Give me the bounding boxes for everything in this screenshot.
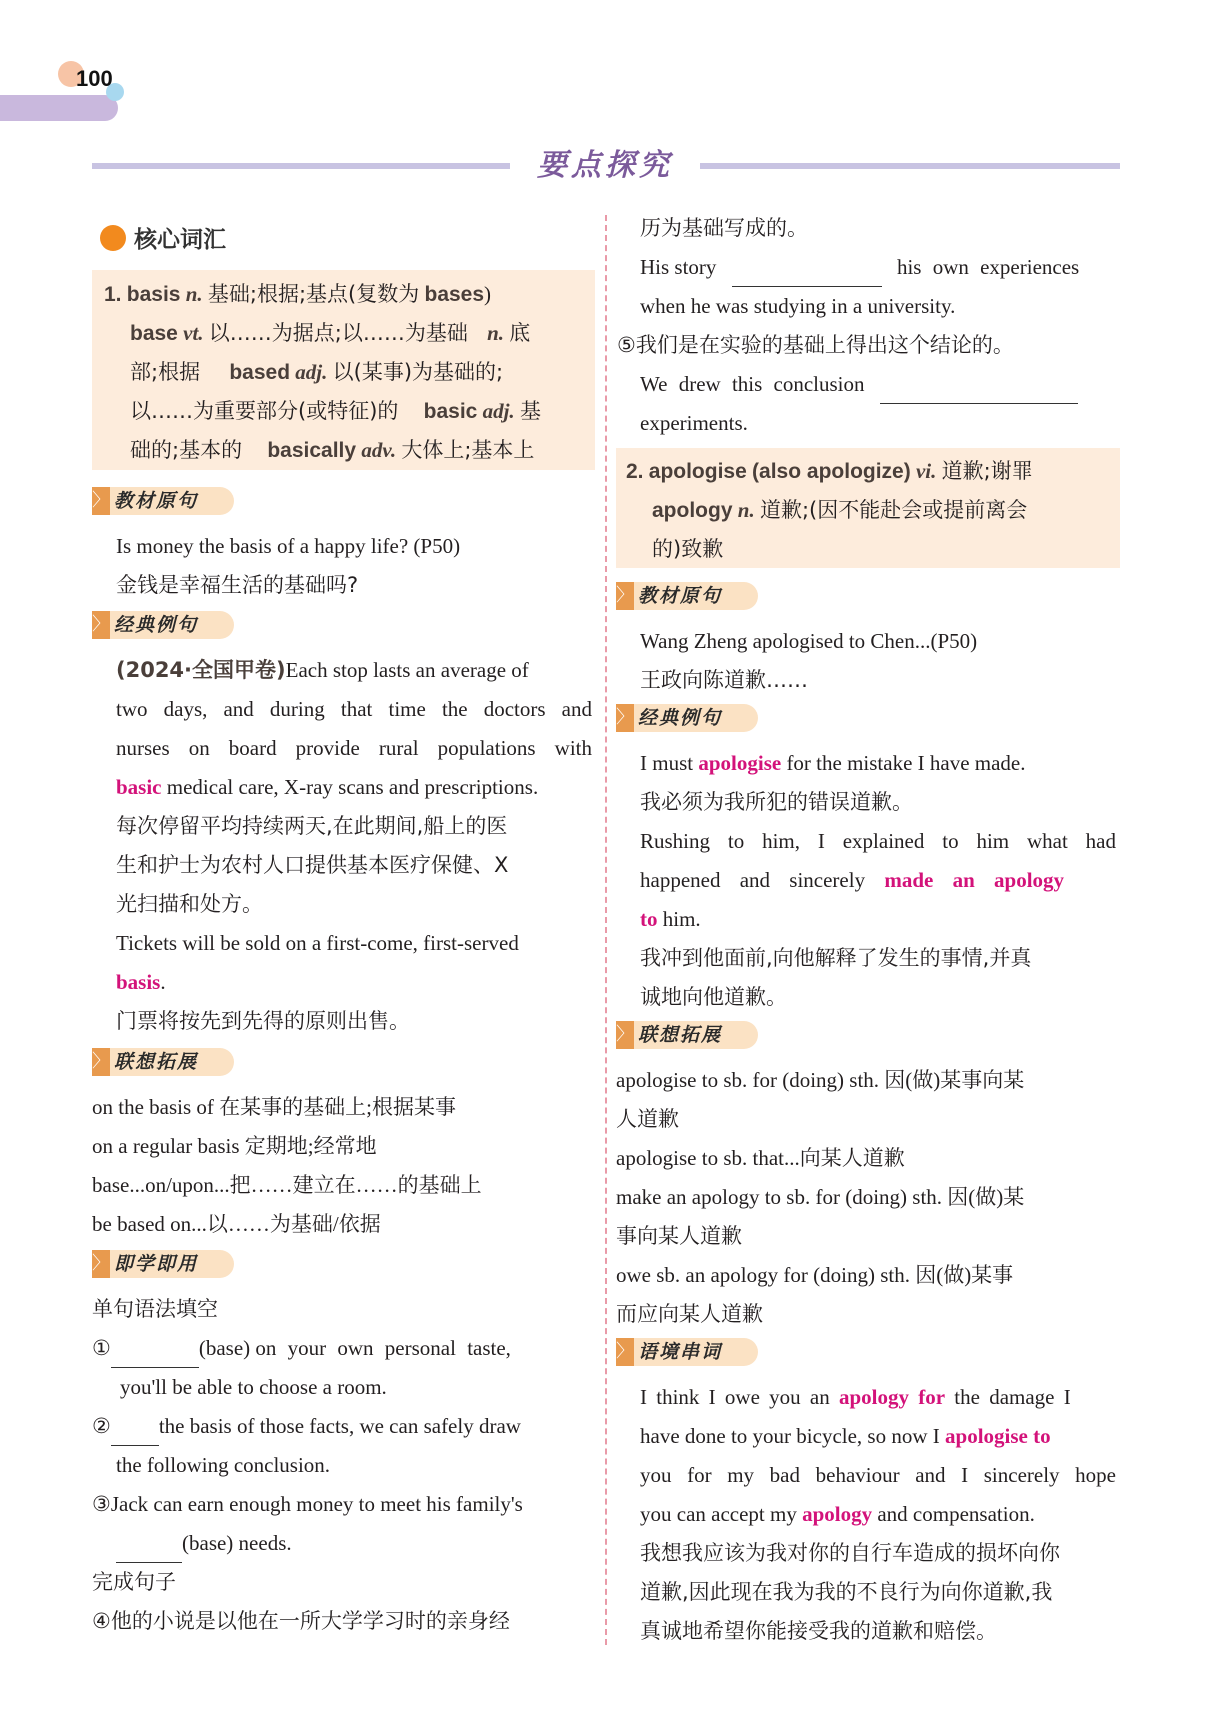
chevron-right-icon: 〉	[616, 582, 634, 610]
classic-example-zh-2: 生和护士为农村人口提供基本医疗保健、X	[116, 853, 509, 877]
tag-textbook-2	[616, 582, 758, 610]
tag-label: 经典例句	[114, 614, 199, 636]
context-line-1: I think I owe you an apology for the damage I	[640, 1385, 1071, 1409]
tag-practice	[92, 1250, 234, 1278]
grammar-fill-title: 单句语法填空	[92, 1297, 218, 1321]
classic-example-2-line-1: Tickets will be sold on a first-come, first-served	[116, 931, 519, 955]
tag-label: 即学即用	[114, 1253, 199, 1275]
vocab-basis-line-1: 1. basis n. 基础;根据;基点(复数为 bases)	[104, 282, 492, 306]
chevron-right-icon: 〉	[92, 1048, 110, 1076]
extend2-phrase: 而应向某人道歉	[616, 1302, 763, 1326]
tag-classic-1	[92, 611, 234, 639]
extend2-phrase: apologise to sb. for (doing) sth. 因(做)某事向某	[616, 1068, 1025, 1092]
classic-example-zh-1: 每次停留平均持续两天,在此期间,船上的医	[116, 814, 508, 838]
question-4-zh-line-1: ④他的小说是以他在一所大学学习时的亲身经	[92, 1609, 510, 1633]
classic-example-2-zh: 门票将按先到先得的原则出售。	[116, 1009, 410, 1033]
tag-textbook-1	[92, 487, 234, 515]
extend2-phrase: make an apology to sb. for (doing) sth. 因(做)某	[616, 1185, 1025, 1209]
context-line-4: you can accept my apology and compensation.	[640, 1502, 1035, 1526]
extend2-phrase: 人道歉	[616, 1107, 679, 1131]
column-divider	[605, 215, 607, 1645]
tag-extend-1	[92, 1048, 234, 1076]
title-rule-right	[700, 163, 1120, 169]
question-4-en-line-1: His story his own experiences	[640, 248, 1079, 287]
chevron-right-icon: 〉	[92, 1250, 110, 1278]
page-number-bar	[0, 95, 118, 121]
extend2-phrase: apologise to sb. that...向某人道歉	[616, 1146, 905, 1170]
context-zh-2: 道歉,因此现在我为我的不良行为向你道歉,我	[640, 1580, 1053, 1604]
vocab-basis-line-4: 以……为重要部分(或特征)的 basic adj. 基	[130, 399, 541, 423]
vocab-apologise-line-2: apology n. 道歉;(因不能赴会或提前离会	[652, 498, 1028, 522]
classic-example-line-1: (2024·全国甲卷)Each stop lasts an average of	[116, 658, 529, 682]
classic2-example-2-line-2: happened and sincerely made an apology	[640, 868, 1065, 892]
classic-example-2-line-2: basis.	[116, 970, 166, 994]
tag-classic-2	[616, 704, 758, 732]
page-number: 100	[76, 66, 113, 91]
question-3-line-2: (base) needs.	[116, 1524, 292, 1563]
context-line-2: have done to your bicycle, so now I apologise to	[640, 1424, 1051, 1448]
tag-label: 教材原句	[638, 585, 723, 607]
answer-blank[interactable]	[111, 1345, 199, 1368]
tag-label: 语境串词	[638, 1341, 723, 1363]
vocab-basis-line-5: 础的;基本的 basically adv. 大体上;基本上	[130, 438, 535, 462]
question-5-en-line-2: experiments.	[640, 411, 748, 435]
classic-example-line-3: nurses on board provide rural populations with	[116, 736, 592, 760]
page-number-ornament	[0, 55, 130, 125]
classic2-example-1-zh: 我必须为我所犯的错误道歉。	[640, 790, 913, 814]
complete-sentence-title: 完成句子	[92, 1570, 176, 1594]
question-2-line-2: the following conclusion.	[116, 1453, 331, 1477]
question-3-line-1: ③Jack can earn enough money to meet his family's	[92, 1492, 523, 1516]
vocab-basis-line-3: 部;根据 based adj. 以(某事)为基础的;	[130, 360, 504, 384]
classic-example-zh-3: 光扫描和处方。	[116, 892, 263, 916]
question-5-en-line-1: We drew this conclusion	[640, 365, 1078, 404]
vocab-apologise-line-3: 的)致歉	[652, 537, 724, 561]
question-4-en-line-2: when he was studying in a university.	[640, 294, 956, 318]
question-5-zh: ⑤我们是在实验的基础上得出这个结论的。	[617, 333, 1014, 357]
extend2-phrase: 事向某人道歉	[616, 1224, 742, 1248]
tag-context	[616, 1338, 758, 1366]
section-title: 要点探究	[537, 148, 673, 183]
title-rule-left	[92, 163, 510, 169]
textbook-en: Is money the basis of a happy life? (P50)	[116, 534, 461, 558]
core-vocab-title: 核心词汇	[134, 227, 226, 253]
classic2-example-1: I must apologise for the mistake I have made.	[640, 751, 1026, 775]
classic2-example-2-line-1: Rushing to him, I explained to him what had	[640, 829, 1116, 853]
vocab-basis-line-2: base vt. 以……为据点;以……为基础 n. 底	[130, 321, 531, 345]
context-line-3: you for my bad behaviour and I sincerely hope	[640, 1463, 1116, 1487]
context-zh-1: 我想我应该为我对你的自行车造成的损坏向你	[640, 1541, 1060, 1565]
chevron-right-icon: 〉	[92, 611, 110, 639]
tag-label: 联想拓展	[638, 1024, 723, 1046]
answer-blank[interactable]	[116, 1540, 182, 1563]
extend-phrase: on the basis of 在某事的基础上;根据某事	[92, 1095, 456, 1119]
context-zh-3: 真诚地希望你能接受我的道歉和赔偿。	[640, 1619, 997, 1643]
classic2-example-2-zh-1: 我冲到他面前,向他解释了发生的事情,并真	[640, 946, 1032, 970]
textbook-en-2: Wang Zheng apologised to Chen...(P50)	[640, 629, 978, 653]
chevron-right-icon: 〉	[92, 487, 110, 515]
tag-label: 联想拓展	[114, 1051, 199, 1073]
classic2-example-2-zh-2: 诚地向他道歉。	[640, 985, 787, 1009]
chevron-right-icon: 〉	[616, 704, 634, 732]
extend-phrase: on a regular basis 定期地;经常地	[92, 1134, 377, 1158]
tag-extend-2	[616, 1021, 758, 1049]
chevron-right-icon: 〉	[616, 1021, 634, 1049]
tag-label: 经典例句	[638, 707, 723, 729]
extend2-phrase: owe sb. an apology for (doing) sth. 因(做)某事	[616, 1263, 1014, 1287]
textbook-zh: 金钱是幸福生活的基础吗?	[116, 573, 359, 597]
question-1-line-1: ① (base) on your own personal taste,	[92, 1329, 511, 1368]
answer-blank[interactable]	[880, 381, 1078, 404]
answer-blank[interactable]	[732, 264, 882, 287]
question-4-zh-line-2: 历为基础写成的。	[640, 216, 808, 240]
extend-phrase: base...on/upon...把……建立在……的基础上	[92, 1173, 482, 1197]
tag-label: 教材原句	[114, 490, 199, 512]
classic-example-line-4: basic medical care, X-ray scans and prescriptions.	[116, 775, 539, 799]
classic-example-line-2: two days, and during that time the doctors and	[116, 697, 592, 721]
answer-blank[interactable]	[111, 1423, 159, 1446]
textbook-zh-2: 王政向陈道歉……	[640, 668, 808, 692]
extend-phrase: be based on...以……为基础/依据	[92, 1212, 381, 1236]
chevron-right-icon: 〉	[616, 1338, 634, 1366]
question-2-line-1: ② the basis of those facts, we can safely draw	[92, 1407, 521, 1446]
core-vocab-bullet	[100, 225, 126, 251]
classic2-example-2-line-3: to him.	[640, 907, 701, 931]
vocab-apologise-line-1: 2. apologise (also apologize) vi. 道歉;谢罪	[626, 459, 1033, 483]
question-1-line-2: you'll be able to choose a room.	[120, 1375, 387, 1399]
